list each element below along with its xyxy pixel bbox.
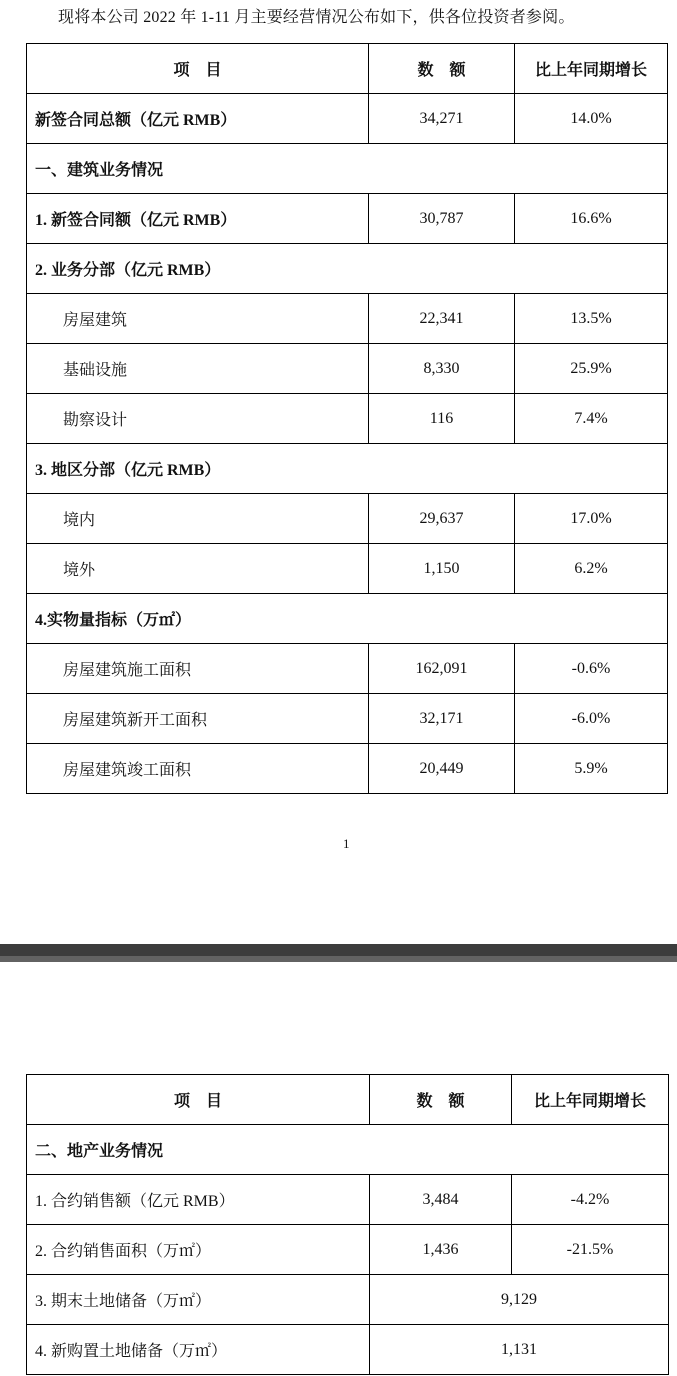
row-label: 基础设施 <box>27 344 369 394</box>
section-row <box>27 144 668 194</box>
section-heading: 二、地产业务情况 <box>27 1125 669 1175</box>
row-amount: 29,637 <box>369 494 515 544</box>
table-row <box>27 544 668 594</box>
row-yoy: -0.6% <box>515 644 668 694</box>
header-amount: 数 额 <box>370 1075 512 1125</box>
table-row <box>27 744 668 794</box>
row-yoy: -21.5% <box>512 1225 669 1275</box>
table-row <box>27 1325 669 1375</box>
section-heading: 一、建筑业务情况 <box>27 144 668 194</box>
row-amount: 32,171 <box>369 694 515 744</box>
table-row <box>27 294 668 344</box>
row-label: 新签合同总额（亿元 RMB） <box>27 94 369 144</box>
section-row <box>27 1125 669 1175</box>
row-label: 房屋建筑新开工面积 <box>27 694 369 744</box>
row-yoy: 14.0% <box>515 94 668 144</box>
row-amount: 1,436 <box>370 1225 512 1275</box>
row-yoy: 7.4% <box>515 394 668 444</box>
row-label: 勘察设计 <box>27 394 369 444</box>
row-yoy: -4.2% <box>512 1175 669 1225</box>
row-label: 4. 新购置土地储备（万㎡） <box>27 1325 370 1375</box>
row-yoy: 5.9% <box>515 744 668 794</box>
table-row <box>27 494 668 544</box>
section-row <box>27 244 668 294</box>
table-row <box>27 1275 669 1325</box>
section-row <box>27 444 668 494</box>
row-label: 房屋建筑 <box>27 294 369 344</box>
page-break-separator <box>0 944 677 962</box>
row-amount: 22,341 <box>369 294 515 344</box>
row-amount: 20,449 <box>369 744 515 794</box>
row-yoy: 25.9% <box>515 344 668 394</box>
table-row <box>27 644 668 694</box>
row-label: 房屋建筑施工面积 <box>27 644 369 694</box>
table-row <box>27 94 668 144</box>
table-header-row <box>27 1075 669 1125</box>
row-label: 境外 <box>27 544 369 594</box>
header-amount: 数 额 <box>369 44 515 94</box>
table-row <box>27 344 668 394</box>
row-yoy: -6.0% <box>515 694 668 744</box>
page-number: 1 <box>343 836 350 851</box>
header-item: 项 目 <box>27 44 369 94</box>
table-row <box>27 394 668 444</box>
row-amount: 116 <box>369 394 515 444</box>
table-row <box>27 194 668 244</box>
row-amount-merged: 1,131 <box>370 1325 669 1375</box>
table-header-row <box>27 44 668 94</box>
row-label: 房屋建筑竣工面积 <box>27 744 369 794</box>
row-yoy: 13.5% <box>515 294 668 344</box>
section-heading: 3. 地区分部（亿元 RMB） <box>27 444 668 494</box>
row-yoy: 17.0% <box>515 494 668 544</box>
row-label: 1. 新签合同额（亿元 RMB） <box>27 194 369 244</box>
real-estate-operations-table <box>26 1074 669 1375</box>
row-amount: 30,787 <box>369 194 515 244</box>
row-yoy: 6.2% <box>515 544 668 594</box>
document-page-2 <box>0 962 677 1376</box>
row-amount: 3,484 <box>370 1175 512 1225</box>
row-amount: 34,271 <box>369 94 515 144</box>
row-label: 3. 期末土地储备（万㎡） <box>27 1275 370 1325</box>
section-row <box>27 594 668 644</box>
section-heading: 4.实物量指标（万㎡） <box>27 594 668 644</box>
table-row <box>27 1175 669 1225</box>
row-label: 境内 <box>27 494 369 544</box>
row-label: 1. 合约销售额（亿元 RMB） <box>27 1175 370 1225</box>
row-yoy: 16.6% <box>515 194 668 244</box>
section-heading: 2. 业务分部（亿元 RMB） <box>27 244 668 294</box>
intro-paragraph: 现将本公司 2022 年 1-11 月主要经营情况公布如下，供各位投资者参阅。 <box>58 9 575 26</box>
header-item: 项 目 <box>27 1075 370 1125</box>
table-row <box>27 694 668 744</box>
table-row <box>27 1225 669 1275</box>
row-amount-merged: 9,129 <box>370 1275 669 1325</box>
row-label: 2. 合约销售面积（万㎡） <box>27 1225 370 1275</box>
header-yoy: 比上年同期增长 <box>512 1075 669 1125</box>
row-amount: 8,330 <box>369 344 515 394</box>
construction-operations-table <box>26 43 668 794</box>
row-amount: 162,091 <box>369 644 515 694</box>
header-yoy: 比上年同期增长 <box>515 44 668 94</box>
row-amount: 1,150 <box>369 544 515 594</box>
